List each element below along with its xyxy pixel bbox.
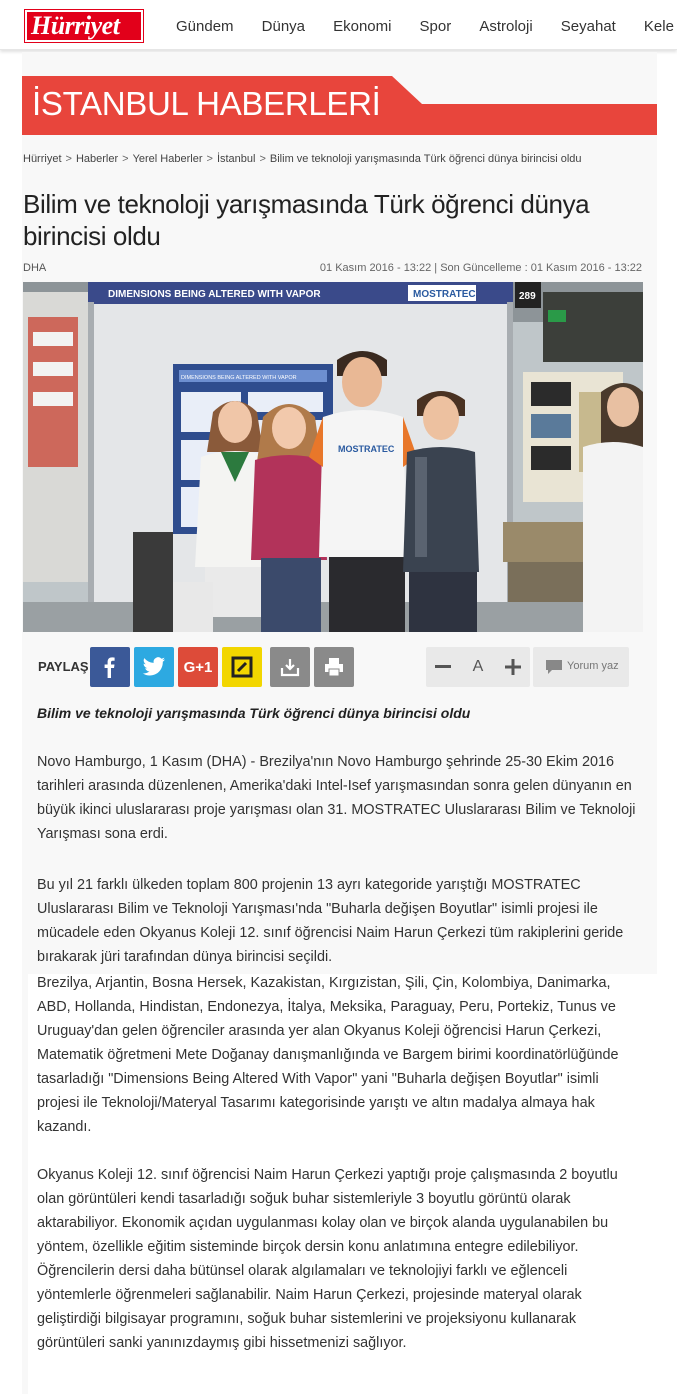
article-paragraph: Brezilya, Arjantin, Bosna Hersek, Kazakistan, Kırgızistan, Şili, Çin, Kolombiya, Danimarka, ABD, Hollanda, Hindistan, Endonezya, İtalya, Meksika, Paraguay, Peru, Portekiz, Tunus ve Uruguay'dan gelen öğrenciler arasında yer alan Okyanus Koleji öğrencisi Harun Çerkezi, Matematik öğretmeni Mete Doğanay danışmanlığında ve Bargem birimi koordinatörlüğünde tasarladığı "Dimensions Being Altered With Vapor" yani "Buharla değişen Boyutlar" isimli projesi ile Teknoloji/Materyal Tasarımı kategorisinde yarıştı ve altın madalya almaya hak kazandı. <box>37 975 619 1135</box>
breadcrumb-haberler[interactable]: Haberler <box>75 153 119 165</box>
breadcrumb-current: Bilim ve teknoloji yarışmasında Türk öğrenci dünya birincisi oldu <box>269 153 582 165</box>
article-headline: Bilim ve teknoloji yarışmasında Türk öğrenci dünya birincisi oldu <box>23 189 590 251</box>
breadcrumb-istanbul[interactable]: İstanbul <box>216 153 256 165</box>
google-plus-share-button[interactable] <box>178 647 218 687</box>
article-source: DHA <box>23 262 47 274</box>
facebook-icon <box>100 656 120 678</box>
stand-banner-text: DIMENSIONS BEING ALTERED WITH VAPOR <box>108 289 321 300</box>
article-photo[interactable] <box>23 282 643 632</box>
comment-label: Yorum yaz <box>567 660 619 672</box>
breadcrumb-hurriyet[interactable]: Hürriyet <box>23 153 62 165</box>
sponsor-text: MOSTRATEC <box>413 289 476 300</box>
print-button[interactable] <box>314 647 354 687</box>
date-separator: | <box>431 262 441 274</box>
minus-icon <box>435 665 451 669</box>
comment-button[interactable] <box>533 647 629 687</box>
kwick-icon <box>231 656 253 678</box>
breadcrumb-separator: > <box>206 153 213 165</box>
nav-item-dunya[interactable]: Dünya <box>261 18 305 35</box>
stand-number: 289 <box>519 291 536 302</box>
nav-item-kelebek[interactable]: Kele <box>643 18 674 35</box>
nav-item-seyahat[interactable]: Seyahat <box>560 18 616 35</box>
font-decrease-button[interactable] <box>426 647 460 687</box>
breadcrumb-yerel-haberler[interactable]: Yerel Haberler <box>132 153 203 165</box>
updated-date: 01 Kasım 2016 - 13:22 <box>530 262 642 274</box>
nav-item-ekonomi[interactable]: Ekonomi <box>333 18 392 35</box>
article-dates <box>320 262 642 274</box>
shirt-text: MOSTRATEC <box>338 444 395 454</box>
save-button[interactable] <box>270 647 310 687</box>
font-size-label: A <box>472 658 484 675</box>
nav-item-gundem[interactable]: Gündem <box>176 18 234 35</box>
poster-title: DIMENSIONS BEING ALTERED WITH VAPOR <box>181 375 297 381</box>
students-at-stand-illustration <box>23 282 643 632</box>
hurriyet-logo[interactable] <box>25 10 143 42</box>
nav-item-spor[interactable]: Spor <box>419 18 452 35</box>
article-paragraph: Okyanus Koleji 12. sınıf öğrencisi Naim Harun Çerkezi yaptığı proje çalışmasında 2 boyutlu olan görüntüleri kendi tasarladığı soğuk buhar sistemleriyle 3 boyutlu görüntü olarak aktarabiliyor. Ekonomik açıdan uygulanması kolay olan ve birçok alanda uygulanabilen bu yöntem, özellikle eğitim sisteminde birçok dersin konu anlatımına entegre edilebiliyor. Öğrencilerin dersi daha bütünsel olarak algılamaları ve teknolojiyi farklı ve eğlenceli yöntemlerle öğrenmeleri sağlanabilir. Naim Harun Çerkezi, projesinde materyal olarak geliştirdiği bilgisayar programını, soğuk buhar sistemlerini ve projeksiyonu kullanarak görüntüleri sanki yanınızdaymış gibi hissetmenizi sağlıyor. <box>37 1167 618 1351</box>
published-date: 01 Kasım 2016 - 13:22 <box>319 262 432 274</box>
facebook-share-button[interactable] <box>90 647 130 687</box>
section-title: İSTANBUL HABERLERİ <box>32 85 381 122</box>
logo-text: Hürriyet <box>31 11 120 40</box>
nav-item-astroloji[interactable]: Astroloji <box>479 18 533 35</box>
printer-icon <box>323 656 345 678</box>
article-paragraph: Novo Hamburgo, 1 Kasım (DHA) - Brezilya'nın Novo Hamburgo şehrinde 25-30 Ekim 2016 tarihleri arasında düzenlenen, Amerika'daki Intel-Isef yarışmasından sonra gelen dünyanın en büyük ikinci uluslararası proje yarışması olan 31. MOSTRATEC Uluslararası Bilim ve Teknoloji Yarışması sona erdi. <box>37 754 636 842</box>
top-navigation <box>0 0 677 50</box>
twitter-share-button[interactable] <box>134 647 174 687</box>
article-lead: Bilim ve teknoloji yarışmasında Türk öğrenci dünya birincisi oldu <box>37 705 471 721</box>
comment-icon <box>545 659 563 675</box>
font-size-control <box>426 647 530 687</box>
breadcrumb-separator: > <box>122 153 129 165</box>
content-frame-edge <box>22 974 28 1394</box>
google-plus-icon: G+1 <box>183 658 213 676</box>
share-bar <box>23 645 643 689</box>
plus-icon <box>505 659 521 675</box>
twitter-icon <box>142 657 166 677</box>
main-nav <box>176 16 677 35</box>
kwick-share-button[interactable] <box>222 647 262 687</box>
article-paragraph: Bu yıl 21 farklı ülkeden toplam 800 projenin 13 ayrı kategoride yarıştığı MOSTRATEC Uluslararası Bilim ve Teknoloji Yarışması'nda "Buharla değişen Boyutlar" isimli projesi ile mücadele eden Okyanus Koleji 12. sınıf öğrencisi Naim Harun Çerkezi tüm rakiplerini geride bırakarak jüri tarafından dünya birincisi seçildi. <box>37 877 624 965</box>
section-banner <box>22 76 657 135</box>
updated-label: Son Güncelleme : <box>440 262 528 274</box>
breadcrumb-separator: > <box>65 153 72 165</box>
breadcrumb <box>23 153 582 165</box>
share-label: PAYLAŞ <box>38 659 89 674</box>
download-icon <box>279 656 301 678</box>
breadcrumb-separator: > <box>259 153 266 165</box>
font-increase-button[interactable] <box>496 647 530 687</box>
